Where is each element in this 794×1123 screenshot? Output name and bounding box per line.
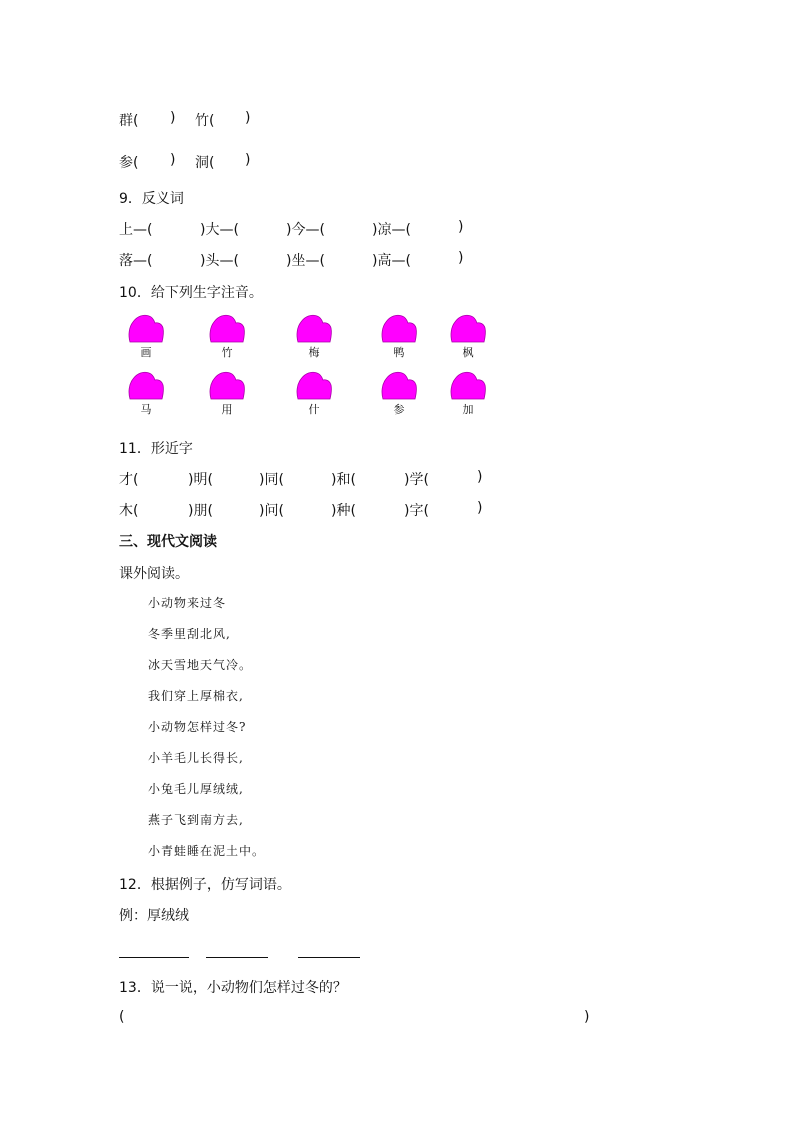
similar-char-cell[interactable]: )字(: [404, 503, 429, 519]
magenta-cloud-shape: [380, 370, 418, 400]
antonym-cell[interactable]: 落—(: [119, 253, 153, 269]
magenta-cloud-shape: [449, 313, 487, 343]
magenta-cloud-shape: [449, 370, 487, 400]
q10-title: 10．给下列生字注音。: [119, 285, 263, 301]
poem-line: 小动物怎样过冬?: [148, 720, 247, 734]
badge-character: 用: [221, 403, 233, 416]
q13-title: 13．说一说，小动物们怎样过冬的？: [119, 980, 347, 996]
answer-close-paren[interactable]: ): [584, 1009, 590, 1025]
magenta-cloud-shape: [208, 313, 246, 343]
char-qun: 群(: [119, 113, 139, 129]
magenta-cloud-shape: [127, 370, 165, 400]
similar-char-cell[interactable]: 才(: [119, 472, 139, 488]
badge-character: 鸭: [393, 346, 405, 359]
poem-line: 小羊毛儿长得长,: [148, 751, 244, 765]
similar-char-cell[interactable]: )和(: [331, 472, 356, 488]
answer-blank[interactable]: ): [245, 152, 251, 168]
pinyin-badge[interactable]: [207, 370, 247, 417]
answer-open-paren[interactable]: (: [119, 1009, 125, 1025]
char-dong: 洞(: [195, 155, 215, 171]
poem-line: 我们穿上厚棉衣,: [148, 689, 244, 703]
poem-line: 冰天雪地天气冷。: [148, 658, 253, 672]
char-zhu: 竹(: [195, 113, 215, 129]
pinyin-badge[interactable]: [379, 313, 419, 360]
badge-character: 参: [393, 403, 405, 416]
reading-intro: 课外阅读。: [119, 566, 189, 582]
badge-character: 加: [462, 403, 474, 416]
answer-blank[interactable]: ): [170, 152, 176, 168]
q12-example: 例：厚绒绒: [119, 908, 189, 924]
badge-character: 梅: [308, 346, 320, 359]
pinyin-badge[interactable]: [207, 313, 247, 360]
similar-char-cell[interactable]: )明(: [188, 472, 213, 488]
answer-blank[interactable]: ): [170, 110, 176, 126]
pinyin-badge[interactable]: [448, 313, 488, 360]
antonym-cell[interactable]: )大—(: [200, 222, 239, 238]
pinyin-badge[interactable]: [126, 370, 166, 417]
q9-title: 9．反义词: [119, 191, 184, 207]
q12-title: 12．根据例子，仿写词语。: [119, 877, 291, 893]
answer-underline[interactable]: [119, 957, 189, 958]
poem-line: 小青蛙睡在泥土中。: [148, 844, 266, 858]
pinyin-badge[interactable]: [294, 370, 334, 417]
pinyin-badge[interactable]: [294, 313, 334, 360]
pinyin-badge[interactable]: [379, 370, 419, 417]
antonym-cell[interactable]: ): [458, 250, 464, 266]
poem-line: 燕子飞到南方去,: [148, 813, 244, 827]
magenta-cloud-shape: [208, 370, 246, 400]
section-heading: 三、现代文阅读: [119, 534, 217, 550]
similar-char-cell[interactable]: )种(: [331, 503, 356, 519]
poem-line: 小兔毛儿厚绒绒,: [148, 782, 244, 796]
magenta-cloud-shape: [295, 370, 333, 400]
similar-char-cell[interactable]: )问(: [259, 503, 284, 519]
q11-title: 11．形近字: [119, 441, 193, 457]
answer-underline[interactable]: [298, 957, 360, 958]
badge-character: 什: [308, 403, 320, 416]
antonym-cell[interactable]: )凉—(: [372, 222, 411, 238]
antonym-cell[interactable]: )今—(: [286, 222, 325, 238]
similar-char-cell[interactable]: 木(: [119, 503, 139, 519]
poem-title: 小动物来过冬: [148, 596, 227, 610]
antonym-cell[interactable]: )高—(: [372, 253, 411, 269]
badge-character: 枫: [462, 346, 474, 359]
badge-character: 竹: [221, 346, 233, 359]
magenta-cloud-shape: [295, 313, 333, 343]
antonym-cell[interactable]: )坐—(: [286, 253, 325, 269]
poem-line: 冬季里刮北风,: [148, 627, 231, 641]
magenta-cloud-shape: [127, 313, 165, 343]
char-can: 参(: [119, 155, 139, 171]
badge-character: 画: [140, 346, 152, 359]
answer-underline[interactable]: [206, 957, 268, 958]
pinyin-badge[interactable]: [448, 370, 488, 417]
similar-char-cell[interactable]: )朋(: [188, 503, 213, 519]
similar-char-cell[interactable]: ): [477, 500, 483, 516]
antonym-cell[interactable]: ): [458, 219, 464, 235]
answer-blank[interactable]: ): [245, 110, 251, 126]
similar-char-cell[interactable]: ): [477, 469, 483, 485]
antonym-cell[interactable]: )头—(: [200, 253, 239, 269]
similar-char-cell[interactable]: )学(: [404, 472, 429, 488]
magenta-cloud-shape: [380, 313, 418, 343]
badge-character: 马: [140, 403, 152, 416]
pinyin-badge[interactable]: [126, 313, 166, 360]
similar-char-cell[interactable]: )同(: [259, 472, 284, 488]
antonym-cell[interactable]: 上—(: [119, 222, 153, 238]
